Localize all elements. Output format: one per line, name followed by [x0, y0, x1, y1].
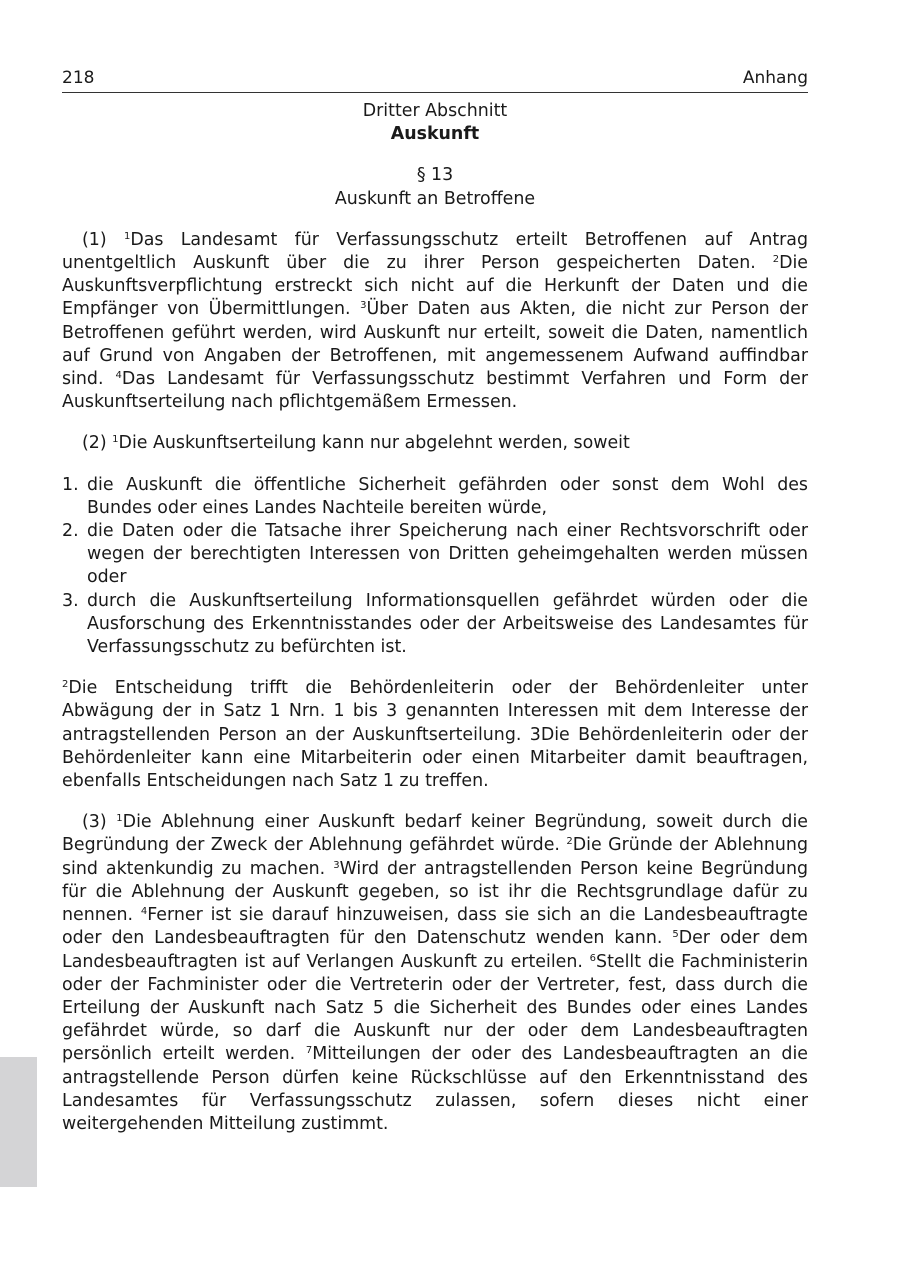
running-section-title: Anhang	[742, 68, 808, 88]
absatz-3-label: (3)	[82, 812, 107, 833]
sentence: Die Entscheidung trifft die Behördenleiterin oder der Behördenleiter unter Abwägung der in Satz 1 Nrn. 1 bis 3 genannten Interessen mit dem Interesse der antragstellenden Person an der Auskunftserteilung. 3Die Behördenleiterin oder der Behördenleiter kann eine Mitarbeiterin oder einen Mitarbeiter damit beauftragen, ebenfalls Entscheidungen nach Satz 1 zu treffen.	[62, 678, 808, 792]
sentence: Mitteilungen der oder des Landesbeauftragten an die antragstellende Person dürfen keine Rückschlüsse auf den Erkenntnisstand des Landesamtes für Verfassungsschutz zulassen, sofern dieses nicht einer weitergehenden Mitteilung zustimmt.	[62, 1044, 808, 1134]
list-text: die Daten oder die Tatsache ihrer Speicherung nach einer Rechtsvorschrift oder wegen der berechtigten Interessen von Dritten geheimgehalten werden müssen oder	[87, 521, 808, 588]
sentence: Das Landesamt für Verfassungsschutz bestimmt Verfahren und Form der Auskunftserteilung nach pflichtgemäßem Ermessen.	[62, 369, 809, 413]
list-item	[62, 474, 808, 520]
sentence-number: 2	[62, 679, 69, 691]
sentence-number: 1	[123, 230, 131, 242]
sentence-number: 3	[333, 859, 340, 871]
sentence-number: 2	[566, 836, 573, 848]
absatz-3	[62, 811, 808, 1136]
sentence-number: 3	[360, 300, 367, 312]
sentence-number: 1	[116, 813, 123, 825]
page-number: 218	[62, 68, 95, 88]
sentence-number: 4	[140, 906, 148, 918]
sentence-number: 6	[589, 952, 597, 964]
list-number: 1.	[62, 474, 79, 495]
section-heading	[62, 100, 808, 146]
chapter-thumb-tab	[0, 1057, 37, 1187]
sentence-number: 2	[772, 254, 780, 266]
absatz-2-tail	[62, 677, 808, 793]
sentence: Ferner ist sie darauf hinzuweisen, dass sie sich an die Landesbeauftragte oder den Landesbeauftragten für den Datenschutz wenden kann.	[62, 905, 809, 949]
sentence: Wird der antragstellenden Person keine Begründung für die Ablehnung der Auskunft gegeben, so ist ihr die Rechtsgrundlage dafür zu nennen.	[62, 858, 809, 926]
section-heading-line2: Auskunft	[390, 124, 480, 145]
sentence: Die Gründe der Ablehnung sind aktenkundig zu machen.	[62, 835, 808, 879]
list-text: die Auskunft die öffentliche Sicherheit gefährden oder sonst dem Wohl des Bundes oder eines Landes Nachteile bereiten würde,	[87, 474, 808, 518]
sentence-number: 4	[115, 370, 122, 382]
numbered-list	[62, 474, 808, 660]
sentence-number: 1	[112, 434, 119, 446]
paragraph-heading	[62, 164, 808, 210]
paragraph-title: Auskunft an Betroffene	[334, 188, 536, 209]
sentence: Die Auskunftserteilung kann nur abgelehnt werden, soweit	[118, 433, 630, 454]
absatz-2-label: (2)	[82, 433, 107, 454]
section-heading-line1: Dritter Abschnitt	[362, 101, 508, 121]
absatz-1	[62, 229, 808, 415]
sentence-number: 5	[672, 929, 679, 941]
sentence: Die Ablehnung einer Auskunft bedarf keiner Begründung, soweit durch die Begründung der Zweck der Ablehnung gefährdet würde.	[62, 812, 808, 856]
list-text: durch die Auskunftserteilung Informationsquellen gefährdet würden oder die Ausforschung des Erkenntnisstandes oder der Arbeitsweise des Landesamtes für Verfassungsschutz zu befürchten ist.	[87, 590, 808, 658]
sentence-number: 7	[305, 1045, 313, 1057]
paragraph-number: § 13	[416, 165, 454, 186]
list-number: 3.	[62, 590, 79, 611]
sentence: Über Daten aus Akten, die nicht zur Person der Betroffenen geführt werden, wird Auskunft nur erteilt, soweit die Daten, namentlich auf Grund von Angaben der Betroffenen, mit angemessenem Aufwand auffindbar sind.	[62, 299, 809, 390]
list-item	[62, 520, 808, 590]
sentence: Die Auskunftsverpflichtung erstreckt sich nicht auf die Herkunft der Daten und die Empfänger von Übermittlungen.	[62, 253, 808, 320]
absatz-2-intro	[62, 432, 808, 455]
list-number: 2.	[62, 521, 79, 542]
absatz-1-label: (1)	[82, 229, 107, 250]
list-item	[62, 590, 808, 660]
sentence: Der oder dem Landesbeauftragten ist auf Verlangen Auskunft zu erteilen.	[62, 928, 808, 972]
sentence: Stellt die Fachministerin oder der Fachminister oder die Vertreterin oder der Vertreter, fest, dass durch die Erteilung der Auskunft nach Satz 5 die Sicherheit des Bundes oder eines Landes gefährdet würde, so darf die Auskunft nur der oder dem Landesbeauftragten persönlich erteilt werden.	[62, 951, 808, 1065]
page-header	[62, 66, 808, 93]
sentence: Das Landesamt für Verfassungsschutz erteilt Betroffenen auf Antrag unentgeltlich Auskunft über die zu ihrer Person gespeicherten Daten.	[62, 229, 809, 274]
page-body	[62, 100, 808, 1136]
